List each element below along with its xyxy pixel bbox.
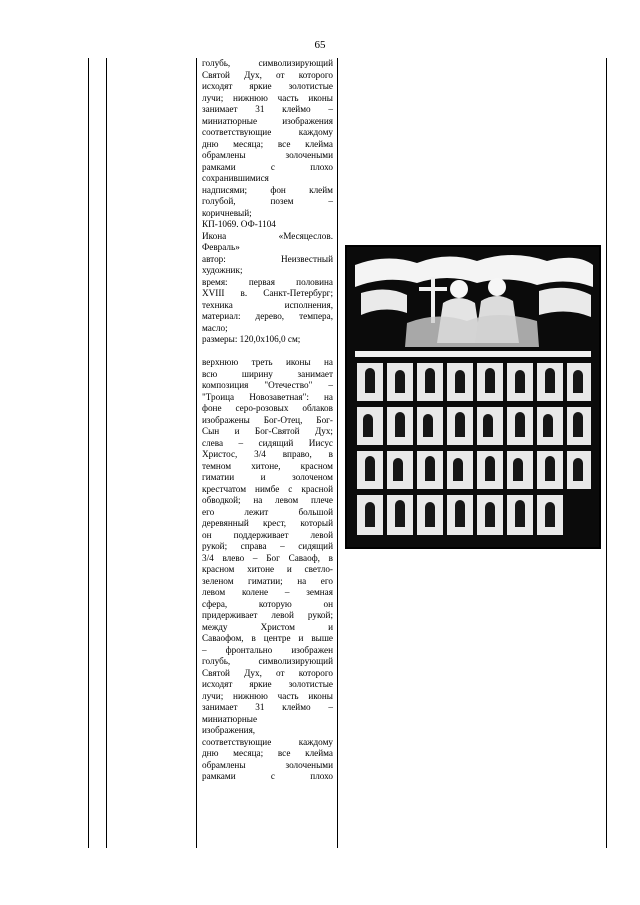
description-line: автор: Неизвестный	[202, 253, 333, 264]
description-line: надписями; фон клейм	[202, 184, 333, 195]
description-line: всю ширину занимает	[202, 368, 333, 379]
description-line: слева – сидящий Иисус	[202, 437, 333, 448]
description-line: – фронтально изображен	[202, 644, 333, 655]
description-line: соответствующие каждому	[202, 127, 333, 137]
description-line: рукой; справа – сидящий	[202, 541, 333, 551]
description-line: техника исполнения,	[202, 299, 333, 310]
description-line: соответствующие каждому	[202, 736, 333, 747]
description-line: рамками с плохо	[202, 161, 333, 172]
description-line: занимает 31 клеймо –	[202, 702, 333, 712]
description-line: верхнюю треть иконы на	[202, 357, 333, 367]
description-line: материал: дерево, темпера,	[202, 311, 333, 321]
description-line: обрамлены золочеными	[202, 759, 333, 770]
description-line: композиция "Отечество" –	[202, 380, 333, 390]
description-line: "Троица Новозаветная": на	[202, 391, 333, 402]
description-line: его лежит большой	[202, 506, 333, 517]
description-line: обводкой; на левом плече	[202, 495, 333, 505]
description-line: красном хитоне и светло-	[202, 564, 333, 574]
description-line: рамками с плохо	[202, 771, 333, 781]
description-line: 3/4 влево – Бог Саваоф, в	[202, 552, 333, 563]
icon-photograph	[345, 245, 601, 549]
description-line: XVIII в. Санкт-Петербург;	[202, 288, 333, 298]
description-line: исходят яркие золотистые	[202, 679, 333, 689]
description-line: коричневый;	[202, 207, 252, 218]
description-line: дню месяца; все клейма	[202, 138, 333, 149]
description-line: придерживает левой рукой;	[202, 610, 333, 620]
description-line: голубь, символизирующий	[202, 58, 333, 68]
description-line: Саваофом, в центре и выше	[202, 633, 333, 643]
description-line: миниатюрные	[202, 713, 258, 724]
description-line: левом колене – земная	[202, 587, 333, 597]
page-number: 65	[314, 39, 326, 51]
description-line: лучи; нижнюю часть иконы	[202, 690, 333, 701]
description-line: дню месяца; все клейма	[202, 748, 333, 758]
description-line: темном хитоне, красном	[202, 460, 333, 471]
table-column-divider	[337, 58, 338, 848]
description-line: зеленом гиматии; на его	[202, 575, 333, 586]
description-line: КП-1069. ОФ-1104	[202, 219, 276, 229]
description-line: между Христом и	[202, 621, 333, 632]
table-column-divider	[196, 58, 197, 848]
description-line: сфера, которую он	[202, 598, 333, 609]
table-column-divider	[106, 58, 107, 848]
description-line: крестчатом нимбе с красной	[202, 483, 333, 494]
description-line: сохранившимися	[202, 173, 269, 183]
description-line: фоне серо-розовых облаков	[202, 403, 333, 413]
description-line: размеры: 120,0x106,0 см;	[202, 334, 301, 344]
description-line: обрамлены золочеными	[202, 150, 333, 160]
description-line: изображены Бог-Отец, Бог-	[202, 414, 333, 425]
description-line: Февраль»	[202, 242, 240, 252]
description-line: Сын и Бог-Святой Дух;	[202, 426, 333, 436]
description-line: Святой Дух, от которого	[202, 69, 333, 80]
description-line: Святой Дух, от которого	[202, 667, 333, 678]
table-border-right	[606, 58, 607, 848]
description-line: художник;	[202, 265, 243, 275]
table-border-left	[88, 58, 89, 848]
description-line: исходят яркие золотистые	[202, 81, 333, 91]
description-line: время: первая половина	[202, 276, 333, 287]
description-line: он поддерживает левой	[202, 529, 333, 540]
icon-menologion-image	[347, 247, 599, 547]
description-line	[202, 346, 333, 358]
description-line: Икона «Месяцеслов.	[202, 230, 333, 241]
description-line: голубь, символизирующий	[202, 656, 333, 666]
description-line: Христос, 3/4 вправо, в	[202, 449, 333, 459]
description-line: изображения,	[202, 725, 256, 735]
description-line: голубой, позем –	[202, 196, 333, 206]
description-line: лучи; нижнюю часть иконы	[202, 92, 333, 103]
description-line: деревянный крест, который	[202, 518, 333, 528]
description-line: миниатюрные изображения	[202, 115, 333, 126]
description-line: занимает 31 клеймо –	[202, 104, 333, 114]
description-line: гиматии и золоченом	[202, 472, 333, 482]
item-description-column	[202, 58, 333, 783]
description-line: масло;	[202, 322, 228, 333]
